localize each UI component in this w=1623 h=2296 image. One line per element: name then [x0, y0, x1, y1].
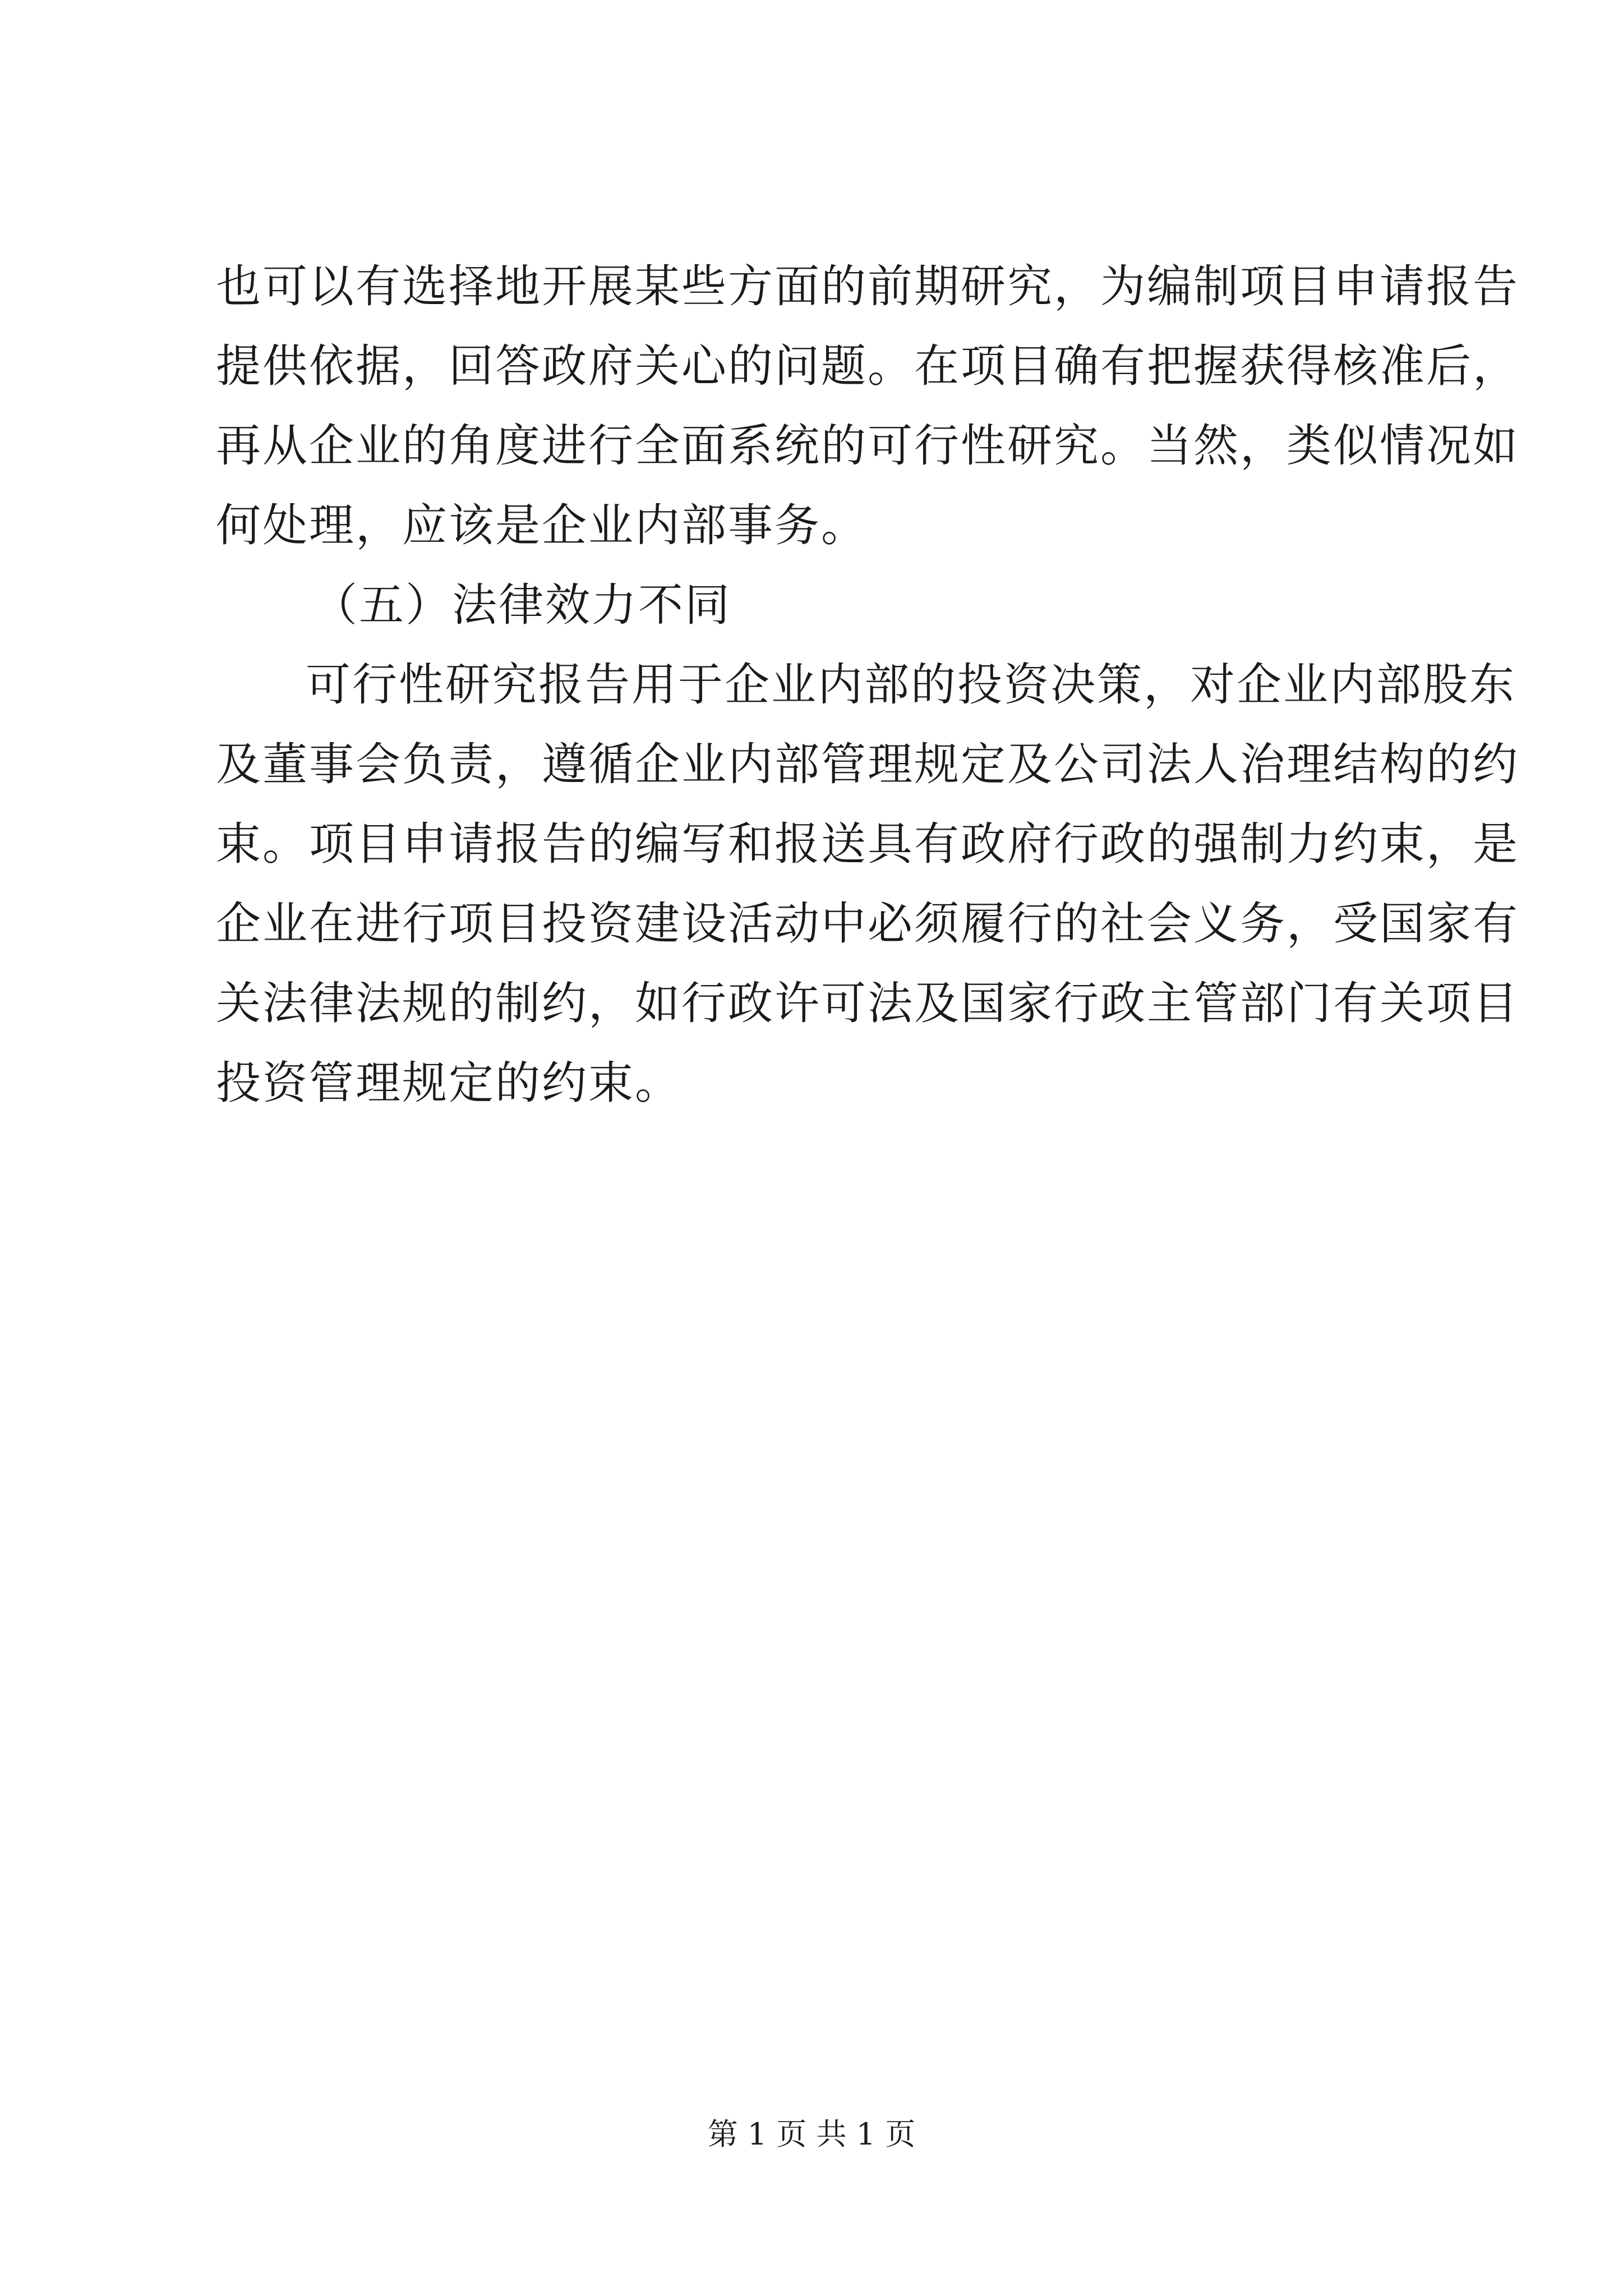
- text-line: 再从企业的角度进行全面系统的可行性研究。当然，类似情况如: [216, 420, 1519, 472]
- text-line: 束。项目申请报告的编写和报送具有政府行政的强制力约束，是: [216, 818, 1519, 870]
- section-heading: （五）法律效力不同: [312, 579, 731, 631]
- text-line: 提供依据，回答政府关心的问题。在项目确有把握获得核准后，: [216, 340, 1519, 392]
- paragraph-1: [216, 247, 1519, 565]
- text-line: 投资管理规定的约束。: [216, 1057, 681, 1109]
- text-line: 关法律法规的制约，如行政许可法及国家行政主管部门有关项目: [216, 977, 1519, 1029]
- text-line: 也可以有选择地开展某些方面的前期研究，为编制项目申请报告: [216, 260, 1519, 312]
- text-line: 企业在进行项目投资建设活动中必须履行的社会义务，受国家有: [216, 898, 1519, 950]
- document-body: [216, 247, 1519, 1123]
- text-line: 可行性研究报告用于企业内部的投资决策，对企业内部股东: [306, 659, 1516, 711]
- text-line: 何处理，应该是企业内部事务。: [216, 499, 868, 551]
- text-line: 及董事会负责，遵循企业内部管理规定及公司法人治理结构的约: [216, 738, 1519, 790]
- paragraph-2: [216, 645, 1519, 1123]
- page-footer: 第 1 页 共 1 页: [707, 2116, 916, 2152]
